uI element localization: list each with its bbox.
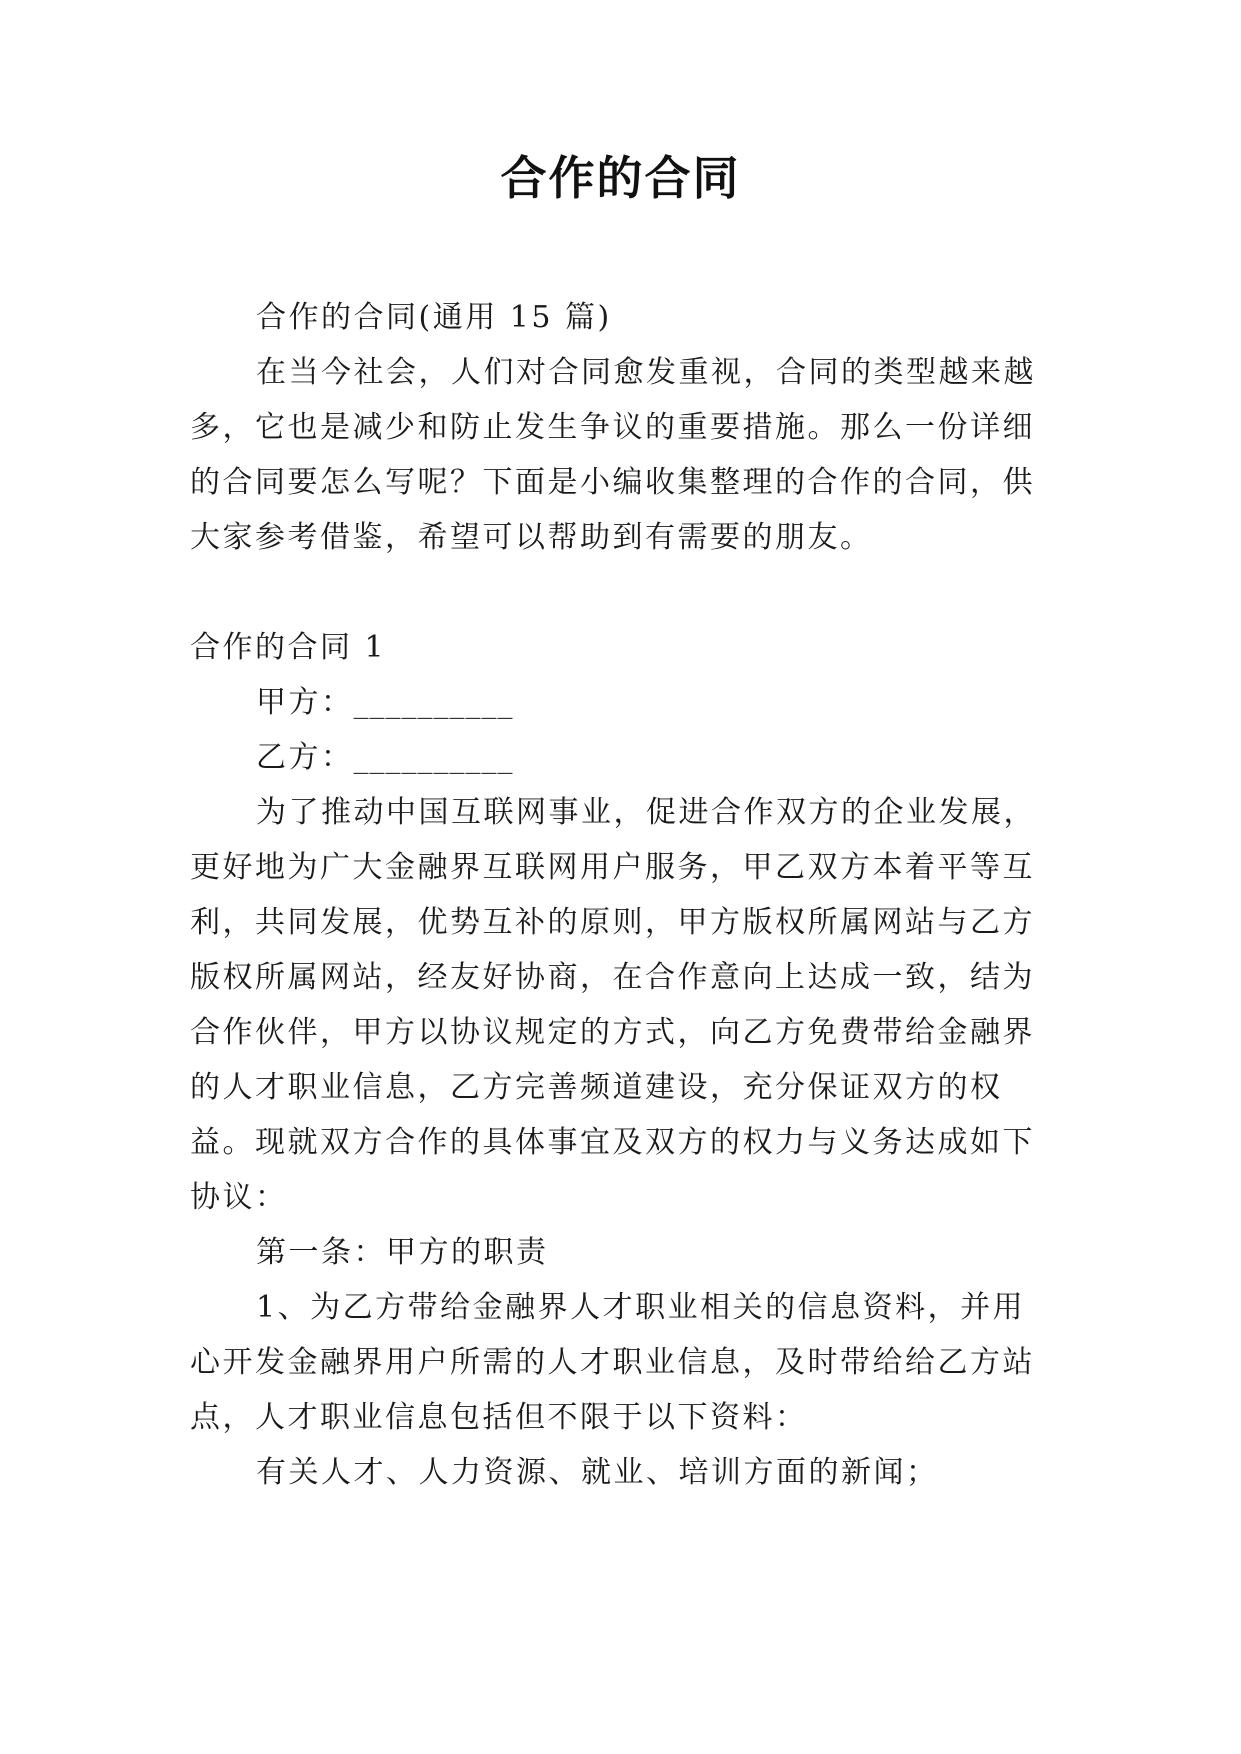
- article-1-heading: 第一条：甲方的职责: [256, 1235, 549, 1270]
- party-b-label: 乙方：: [256, 740, 354, 775]
- intro-paragraph: 在当今社会，人们对合同愈发重视，合同的类型越来越多，它也是减少和防止发生争议的重要措施。那么一份详细的合同要怎么写呢？下面是小编收集整理的合作的合同，供大家参考借鉴，希望可以帮助到有需要的朋友。: [190, 355, 1036, 555]
- section-heading: 合作的合同 1: [190, 630, 387, 665]
- subtitle: 合作的合同(通用 15 篇): [256, 300, 612, 335]
- article-1-item-1: 1、为乙方带给金融界人才职业相关的信息资料，并用心开发金融界用户所需的人才职业信息，及时带给给乙方站点，人才职业信息包括但不限于以下资料：: [190, 1290, 1035, 1435]
- document-title: 合作的合同: [500, 151, 741, 205]
- party-a-blank: __________: [353, 685, 514, 720]
- party-a-line: [190, 675, 1048, 730]
- party-a-label: 甲方：: [256, 685, 354, 720]
- party-b-blank: __________: [353, 740, 514, 775]
- paragraph-gap: [190, 565, 1048, 620]
- document-body: [190, 290, 1048, 1500]
- article-1-item-1a: 有关人才、人力资源、就业、培训方面的新闻；: [256, 1455, 939, 1490]
- main-paragraph: 为了推动中国互联网事业，促进合作双方的企业发展，更好地为广大金融界互联网用户服务，甲乙双方本着平等互利，共同发展，优势互补的原则，甲方版权所属网站与乙方版权所属网站，经友好协商，在合作意向上达成一致，结为合作伙伴，甲方以协议规定的方式，向乙方免费带给金融界的人才职业信息，乙方完善频道建设，充分保证双方的权益。现就双方合作的具体事宜及双方的权力与义务达成如下协议：: [190, 795, 1036, 1215]
- party-b-line: [190, 730, 1048, 785]
